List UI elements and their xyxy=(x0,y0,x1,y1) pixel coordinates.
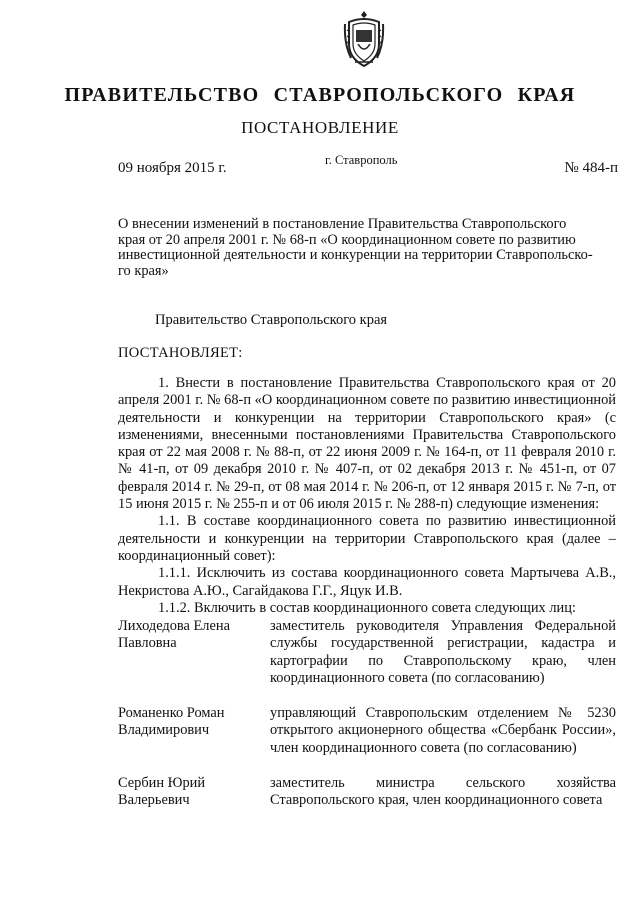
document-body xyxy=(118,375,616,617)
document-subject xyxy=(118,217,616,279)
member-name: Сербин Юрий Валерьевич xyxy=(118,775,206,809)
paragraph: 1.1.2. Включить в состав координационного совета следующих лиц: xyxy=(158,599,576,616)
issuing-authority: Правительство Ставропольского края xyxy=(155,312,388,328)
document-type: ПОСТАНОВЛЕНИЕ xyxy=(241,118,399,137)
member-entry xyxy=(118,705,616,757)
subject-line: края от 20 апреля 2001 г. № 68-п «О координационном совете по развитию xyxy=(118,231,576,248)
member-role: управляющий Ставропольским отделением № 5230 открытого акционерного общества «Сбербанк России», член координационного совета (по согласованию) xyxy=(270,705,616,756)
member-name: Лиходедова Елена Павловна xyxy=(118,618,230,652)
resolution-heading: ПОСТАНОВЛЯЕТ: xyxy=(118,345,243,361)
member-role: заместитель руководителя Управления Федеральной службы государственной регистрации, кадастра и картографии по Ставропольскому краю, член координационного совета (по согласованию) xyxy=(270,618,616,686)
subject-line: го края» xyxy=(118,262,169,279)
member-entry xyxy=(118,775,616,810)
subject-line: О внесении изменений в постановление Правительства Ставропольского xyxy=(118,216,567,232)
paragraph: 1.1. В составе координационного совета по развитию инвестиционной деятельности и конкуренции на территории Ставропольского края (далее – координационный совет): xyxy=(118,513,616,564)
paragraph: 1.1.1. Исключить из состава координационного совета Мартычева А.В., Некристова А.Ю., Сагайдакова Г.Г., Яцук И.В. xyxy=(118,565,616,599)
document-number: № 484-п xyxy=(564,160,618,176)
document-date: 09 ноября 2015 г. xyxy=(118,160,227,176)
document-city: г. Ставрополь xyxy=(325,153,398,167)
coat-of-arms-emblem xyxy=(343,8,385,70)
organization-title: ПРАВИТЕЛЬСТВО СТАВРОПОЛЬСКОГО КРАЯ xyxy=(64,84,576,106)
members-list xyxy=(118,618,616,828)
paragraph: 1. Внести в постановление Правительства Ставропольского края от 20 апреля 2001 г. № 68-п «О координационном совете по развитию инвестиционной деятельности и конкуренции на территории Ставропольского края» (с изменениями, внесенными постановлениями Правительства Ставропольского края от 22 мая 2008 г. № 88-п, от 22 июня 2009 г. № 164-п, от 11 февраля 2010 г. № 41-п, от 09 декабря 2010 г. № 407-п, от 02 декабря 2013 г. № 451-п, от 07 февраля 2014 г. № 29-п, от 08 мая 2014 г. № 206-п, от 12 января 2015 г. № 7-п, от 15 июня 2015 г. № 255-п и от 06 июля 2015 г. № 288-п) следующие изменения: xyxy=(118,375,616,513)
member-role: заместитель министра сельского хозяйства Ставропольского края, член координационного совета xyxy=(270,775,616,809)
member-name: Романенко Роман Владимирович xyxy=(118,705,225,739)
subject-line: инвестиционной деятельности и конкуренции на территории Ставропольско- xyxy=(118,247,593,263)
member-entry xyxy=(118,618,616,687)
